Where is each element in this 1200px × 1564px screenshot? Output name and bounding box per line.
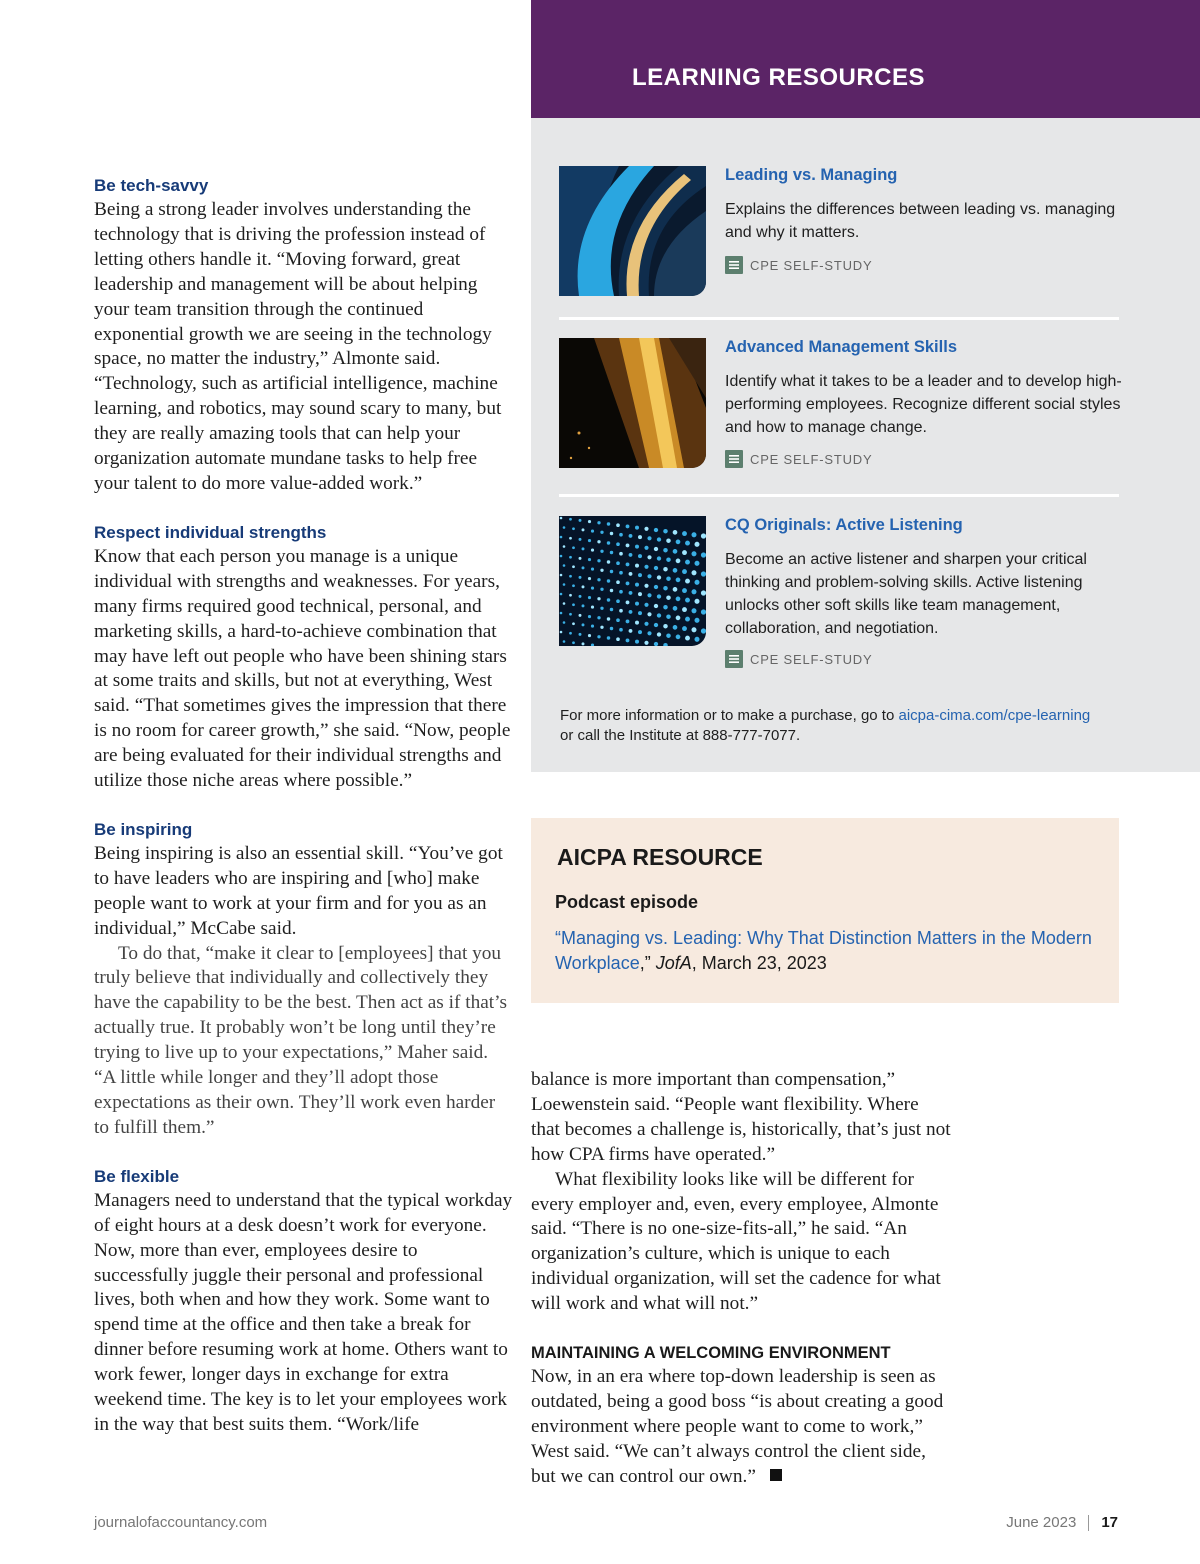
footer-date: June 2023 — [1006, 1514, 1077, 1531]
aicpa-resource-subtitle: Podcast episode — [555, 892, 699, 912]
paragraph-flexibility: What flexibility looks like will be different for every employer and, even, every employee, Almonte said. “There is no one-size-fits-all,” he said. “An organization’s culture, which is unique to each individual organization, will set the cadence for what will work and what will not.” — [531, 1168, 941, 1315]
aicpa-resource-reference — [555, 926, 1095, 976]
learning-resources-title: LEARNING RESOURCES — [632, 64, 926, 91]
paragraph-inspiring-1: Being inspiring is also an essential skill. “You’ve got to have leaders who are inspiring and [who] make people want to work at your firm and for you as an individual,” McCabe said. — [94, 842, 503, 939]
resource-description: Identify what it takes to be a leader and to develop high-performing employees. Recognize different social styles and how to manage change. — [725, 373, 1122, 436]
resource-description: Explains the differences between leading vs. managing and why it matters. — [725, 201, 1116, 241]
resource-thumbnail-building-lights — [559, 338, 706, 468]
page-number: 17 — [1101, 1514, 1118, 1531]
divider — [559, 494, 1119, 497]
paragraph-inspiring-2: To do that, “make it clear to [employees] that you truly believe that individually and collectively they have the capability to be the best. Then act as if that’s actually true. It probably won’t be long until they’re trying to live up to your expectations,” Maher said. “A little while longer and they’ll adopt those expectations as their own. They’ll work even harder to fulfill them.” — [94, 942, 507, 1138]
paragraph-flexible: Managers need to understand that the typical workday of eight hours at a desk doesn’t work for everyone. Now, more than ever, employees desire to successfully juggle their personal and professional lives, both when and how they work. Some want to spend time at the office and then take a break for dinner before resuming work at home. Others want to work fewer, longer days in exchange for extra weekend time. The key is to let your employees work in the way that best suits them. “Work/life — [94, 1189, 513, 1435]
footer-site[interactable]: journalofaccountancy.com — [94, 1514, 268, 1531]
podcast-link[interactable]: Managing vs. Leading: Why That Distinction Matters in the Modern Workplace — [555, 928, 1092, 973]
resource-item-advanced-management[interactable] — [559, 338, 1122, 478]
resource-title[interactable]: Advanced Management Skills — [725, 338, 957, 356]
resource-tag — [725, 450, 872, 468]
resource-title[interactable]: CQ Originals: Active Listening — [725, 516, 963, 534]
paragraph-tech-savvy: Being a strong leader involves understanding the technology that is driving the profession instead of letting others handle it. “Moving forward, great leadership and management will be about helping your team transition through the continued exponential growth we are seeing in the technology space, no matter the industry,” Almonte said. “Technology, such as artificial intelligence, machine learning, and robotics, may sound scary to many, but they are really amazing tools that can help your organization automate mundane tasks to help free your talent to do more value-added work.” — [94, 199, 502, 494]
footer-prefix: For more information or to make a purchase, go to — [560, 707, 899, 724]
resource-tag-label: CPE SELF-STUDY — [750, 651, 873, 667]
resource-description: Become an active listener and sharpen your critical thinking and problem-solving skills. Active listening unlocks other soft skills like team management, collaboration, and negotiation. — [725, 551, 1087, 637]
learning-resources-panel — [531, 118, 1200, 772]
section-heading-welcoming-environment: MAINTAINING A WELCOMING ENVIRONMENT — [531, 1344, 891, 1363]
resource-title[interactable]: Leading vs. Managing — [725, 166, 898, 184]
publication-date: , March 23, 2023 — [691, 953, 827, 973]
learning-resources-header — [531, 0, 1200, 118]
resource-tag — [725, 650, 872, 668]
paragraph-welcoming — [531, 1365, 951, 1490]
learning-resources-footer — [560, 706, 1160, 746]
section-heading-strengths: Respect individual strengths — [94, 522, 327, 542]
close-quote: ,” — [639, 953, 656, 973]
aicpa-resource-box — [531, 818, 1119, 1003]
resource-tag-label: CPE SELF-STUDY — [750, 451, 873, 467]
open-quote: “ — [555, 928, 561, 948]
footer-page-info — [1006, 1514, 1118, 1531]
footer-suffix: or call the Institute at 888-777-7077. — [560, 727, 801, 744]
closing-text: Now, in an era where top-down leadership is seen as outdated, being a good boss “is about creating a good environment where people want to come to work,” West said. “We can’t always control the client side, but we can control our own.” — [531, 1366, 944, 1487]
section-heading-inspiring: Be inspiring — [94, 819, 193, 839]
resource-tag-label: CPE SELF-STUDY — [750, 257, 873, 273]
resource-thumbnail-led-grid — [559, 516, 706, 646]
end-mark — [770, 1469, 782, 1481]
document-icon — [725, 256, 743, 274]
footer-separator — [1088, 1515, 1089, 1531]
cpe-learning-link[interactable]: aicpa-cima.com/cpe-learning — [898, 707, 1091, 724]
resource-tag — [725, 256, 872, 274]
resource-item-leading-managing[interactable] — [559, 166, 1119, 306]
aicpa-resource-title: AICPA RESOURCE — [557, 844, 763, 870]
resource-item-active-listening[interactable] — [559, 516, 1119, 676]
document-icon — [725, 450, 743, 468]
resource-thumbnail-architecture — [559, 166, 706, 296]
divider — [559, 317, 1119, 320]
publication-name: JofA — [655, 953, 692, 973]
paragraph-strengths: Know that each person you manage is a unique individual with strengths and weaknesses. For years, many firms required good technical, personal, and marketing skills, a hard-to-achieve combination that may have left out people who have been shining stars at some traits and skills, but not at everything, West said. “That sometimes gives the impression that there is no room for career growth,” she said. “Now, people are being evaluated for their individual strengths and utilize those niche areas where possible.” — [94, 545, 511, 792]
paragraph-work-life: balance is more important than compensation,” Loewenstein said. “People want flexibility. Where that becomes a challenge is, historically, that’s just not how CPA firms have operated.” — [531, 1069, 951, 1165]
document-icon — [725, 650, 743, 668]
left-column — [94, 174, 514, 1438]
section-heading-tech-savvy: Be tech-savvy — [94, 176, 209, 195]
right-column — [531, 1068, 951, 1490]
section-heading-flexible: Be flexible — [94, 1166, 180, 1186]
